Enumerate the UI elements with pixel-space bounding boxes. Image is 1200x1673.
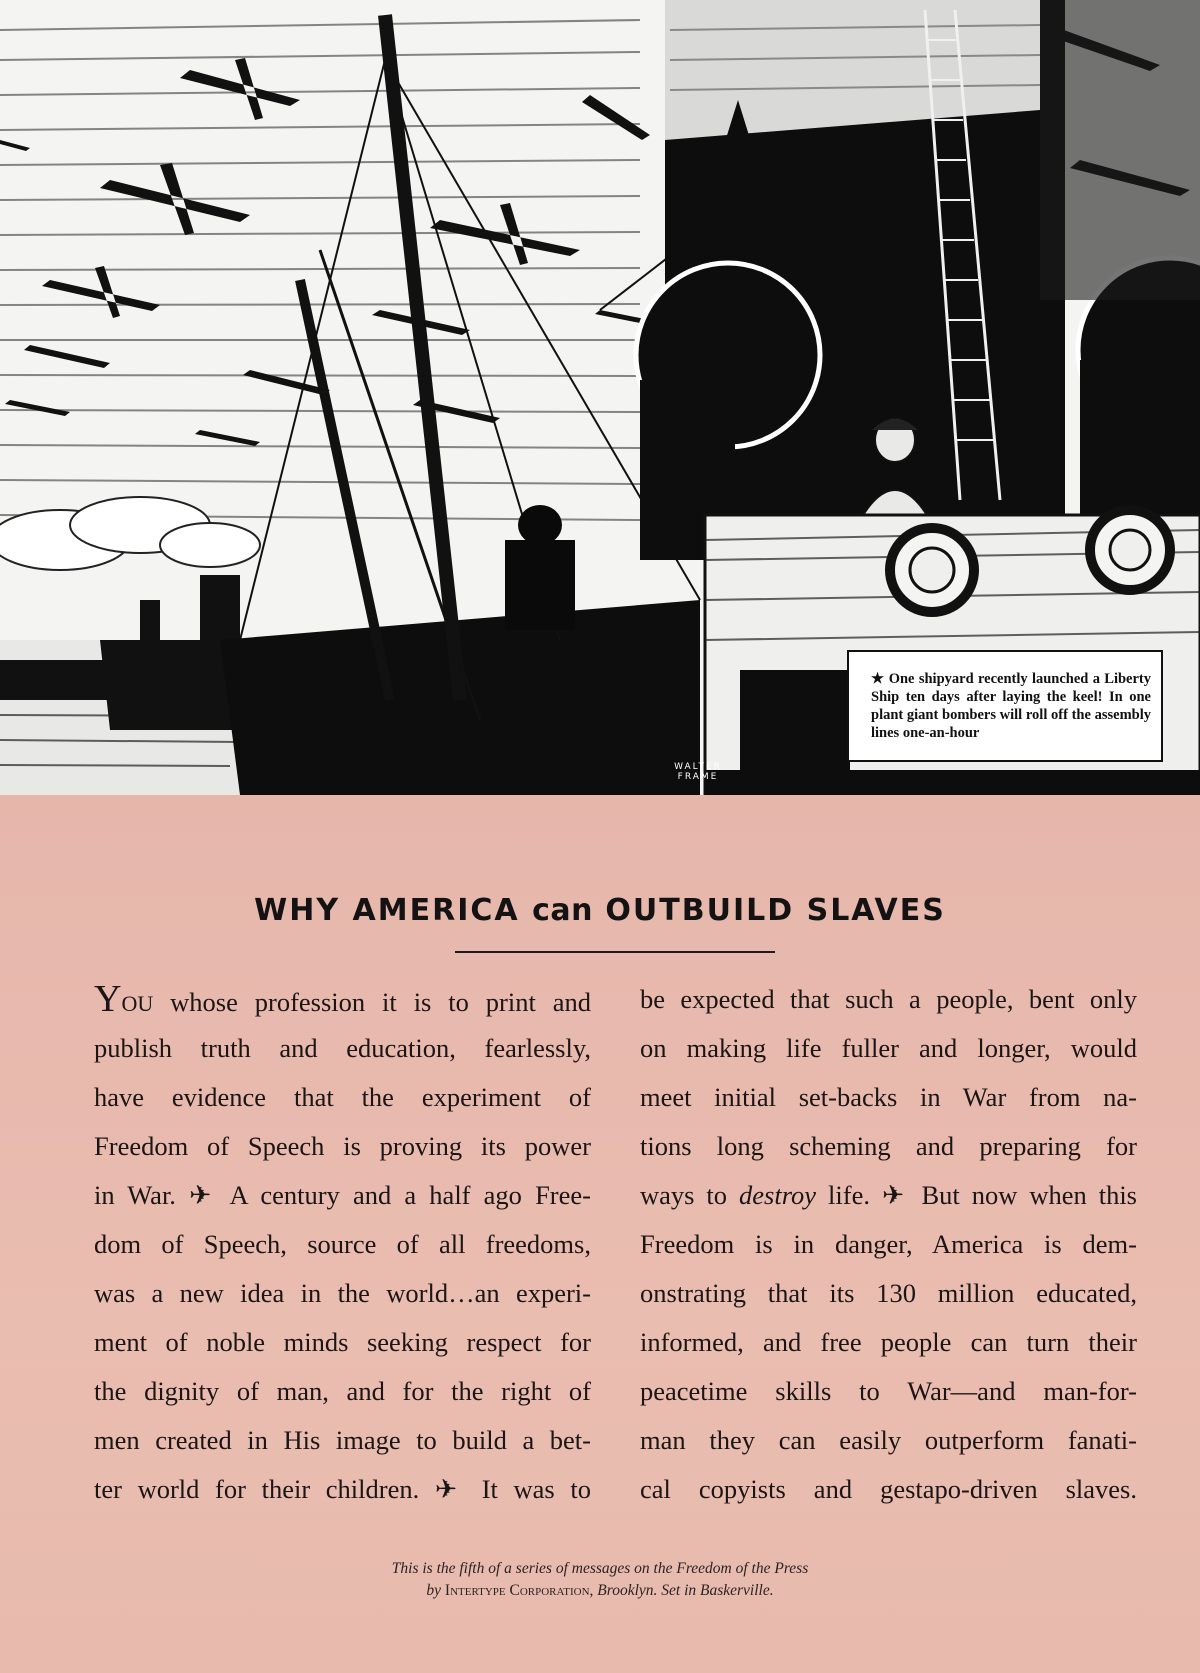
war-illustration (0, 0, 1200, 795)
body-line: onstrating that its 130 million educated, (640, 1278, 1137, 1308)
body-line: men created in His image to build a bet- (94, 1425, 591, 1455)
drop-cap: Y (94, 978, 122, 1020)
body-line: publish truth and education, fearlessly, (94, 1033, 591, 1063)
body-line: tions long scheming and preparing for (640, 1131, 1137, 1161)
body-line: dom of Speech, source of all freedoms, (94, 1229, 591, 1259)
body-line: man they can easily outperform fanati- (640, 1425, 1137, 1455)
body-line: was a new idea in the world…an experi- (94, 1278, 591, 1308)
body-line: peacetime skills to War—and man-for- (640, 1376, 1137, 1406)
body-line: informed, and free people can turn their (640, 1327, 1137, 1357)
artist-signature: WALTER FRAME (674, 762, 722, 782)
body-line: in War. ✈ A century and a half ago Free- (94, 1180, 591, 1210)
body-line: ways to destroy life. ✈ But now when this (640, 1180, 1137, 1210)
footer-credit (0, 1558, 1200, 1602)
body-line: have evidence that the experiment of (94, 1082, 591, 1112)
body-line: YOU whose profession it is to print and (94, 978, 592, 1020)
body-line: on making life fuller and longer, would (640, 1033, 1137, 1063)
body-line: Freedom of Speech is proving its power (94, 1131, 591, 1161)
body-line: the dignity of man, and for the right of (94, 1376, 591, 1406)
headline: WHY AMERICA can OUTBUILD SLAVES (254, 893, 946, 928)
footer-line-1: This is the fifth of a series of messages on the Freedom of the Press (391, 1560, 809, 1577)
footer-line-2: by Intertype Corporation, Brooklyn. Set in Baskerville. (426, 1582, 774, 1599)
body-column-right (640, 975, 1137, 1514)
body-line: meet initial set-backs in War from na- (640, 1082, 1137, 1112)
body-line: cal copyists and gestapo-driven slaves. (640, 1474, 1137, 1504)
body-line: ter world for their children. ✈ It was to (94, 1474, 591, 1504)
star-icon: ★ (871, 671, 885, 687)
body-line: be expected that such a people, bent only (640, 984, 1137, 1014)
body-line: Freedom is in danger, America is dem- (640, 1229, 1137, 1259)
caption-text: One shipyard recently launched a Liberty Ship ten days after laying the keel! In one plant giant bombers will roll off the assembly lines one-an-hour (871, 671, 1152, 741)
illustration-caption (847, 650, 1163, 762)
headline-rule (455, 951, 775, 953)
body-line: ment of noble minds seeking respect for (94, 1327, 591, 1357)
body-column-left (94, 975, 591, 1514)
